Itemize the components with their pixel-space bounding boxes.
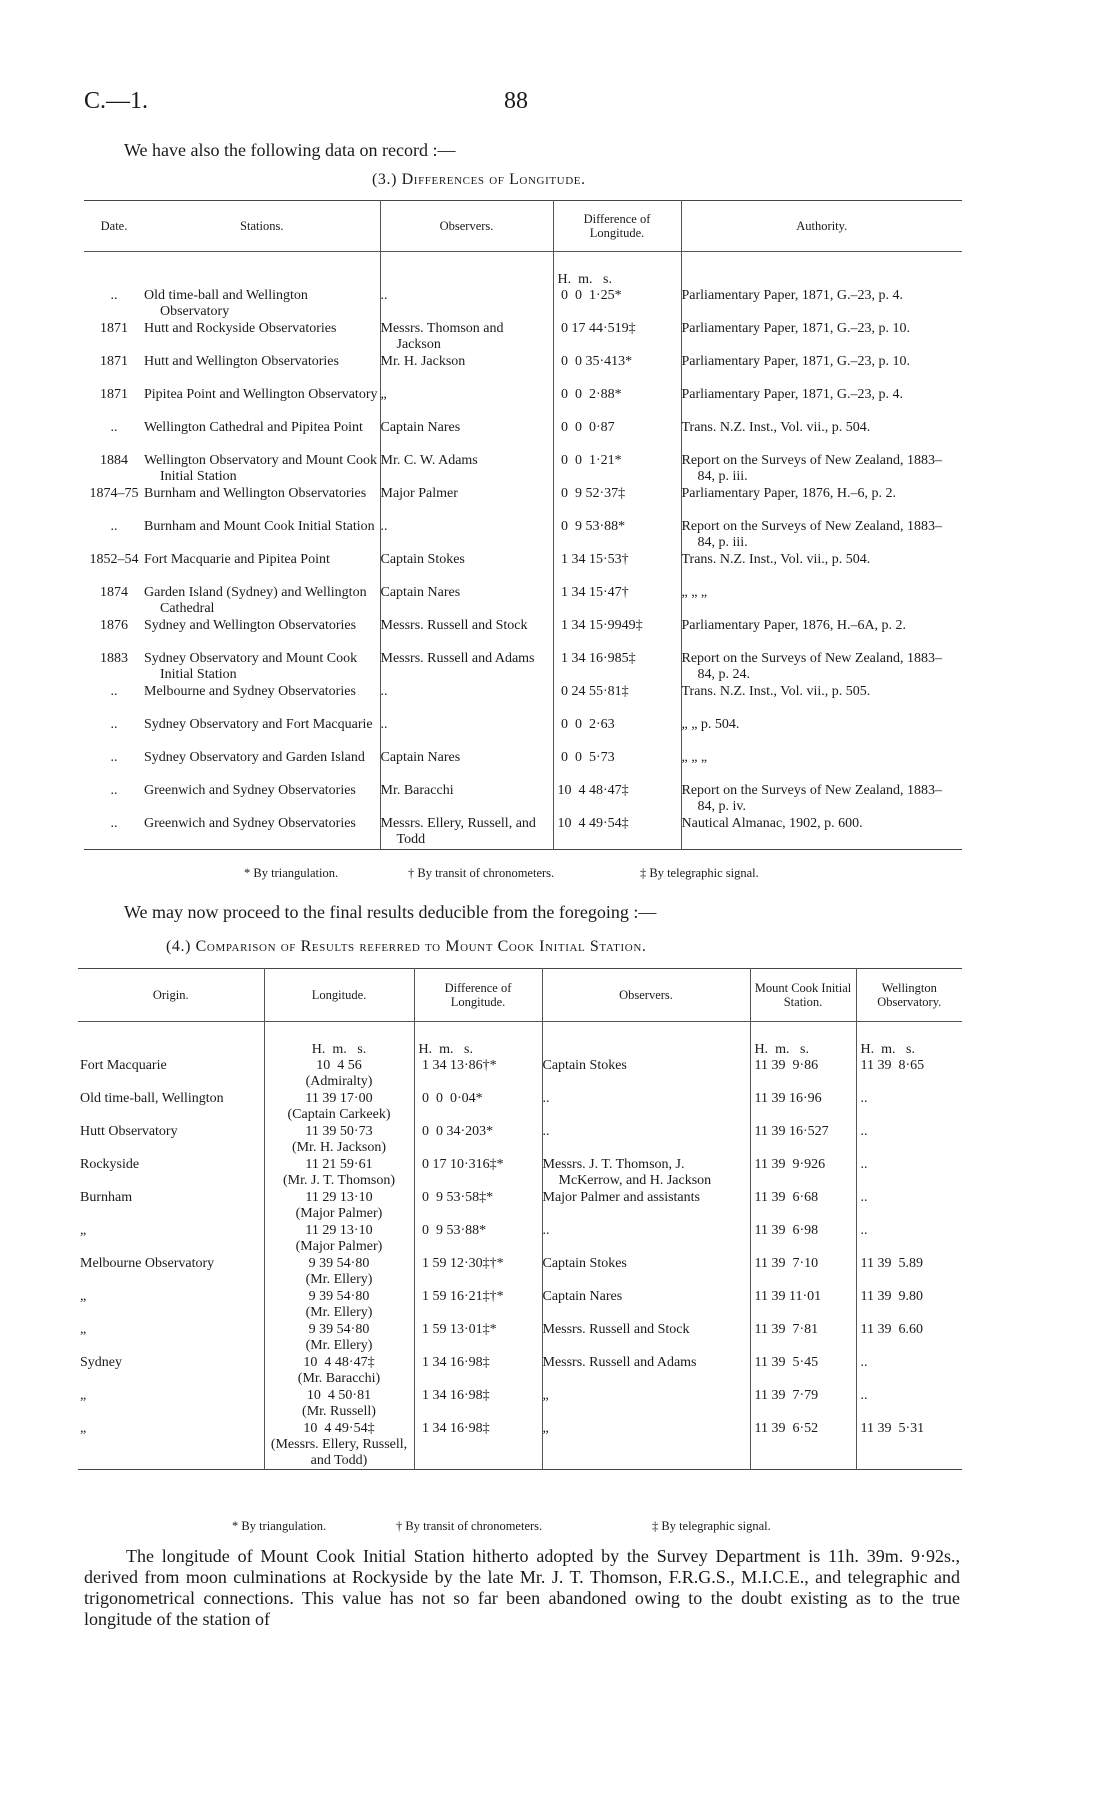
longitude-source: (Major Palmer) [295, 1239, 383, 1254]
longitude-cell [264, 1058, 414, 1091]
table-row [84, 387, 962, 420]
observers-cell: Messrs. Thomson and Jackson [380, 321, 553, 354]
stations-cell: Burnham and Mount Cook Initial Station [144, 519, 375, 534]
date-cell: 1876 [100, 618, 128, 633]
difference-cell: 0 0 1·25* [553, 288, 681, 321]
observers-cell: „ [542, 1388, 750, 1421]
observers-cell: Messrs. Russell and Adams [542, 1355, 750, 1388]
table-row [84, 750, 962, 783]
mount-cook-cell: 11 39 6·68 [750, 1190, 856, 1223]
longitude-source: (Mr. Russell) [302, 1404, 376, 1419]
table-row [84, 618, 962, 651]
origin-cell [78, 1190, 264, 1223]
wellington-cell: .. [856, 1223, 962, 1256]
observers-cell: Captain Nares [380, 420, 553, 453]
date-cell: 1871 [100, 387, 128, 402]
origin-cell [78, 1322, 264, 1355]
wellington-cell: .. [856, 1355, 962, 1388]
origin-label: „ [80, 1388, 87, 1403]
origin-label: Sydney [80, 1355, 122, 1370]
difference-cell: 1 59 12·30‡†* [414, 1256, 542, 1289]
units-label: H. m. s. [264, 1022, 414, 1059]
wellington-cell: 11 39 6.60 [856, 1322, 962, 1355]
difference-cell: 1 34 15·47† [553, 585, 681, 618]
longitude-cell [264, 1355, 414, 1388]
stations-cell: Hutt and Wellington Observatories [144, 354, 339, 369]
longitude-value: 11 39 17·00 [305, 1091, 373, 1106]
origin-cell [78, 1388, 264, 1421]
table-row [84, 420, 962, 453]
table-row [84, 453, 962, 486]
longitude-value: 10 4 56 [316, 1058, 362, 1073]
stations-cell: Sydney Observatory and Fort Macquarie [144, 717, 373, 732]
observers-cell: Messrs. J. T. Thomson, J. McKerrow, and H. Jackson [542, 1157, 750, 1190]
origin-label: „ [80, 1421, 87, 1436]
longitude-cell [264, 1091, 414, 1124]
authority-cell: Parliamentary Paper, 1876, H.–6A, p. 2. [681, 618, 962, 651]
longitude-value: 9 39 54·80 [308, 1322, 370, 1337]
proceed-text: We may now proceed to the final results deducible from the foregoing :— [124, 902, 657, 922]
col-observers: Observers. [542, 969, 750, 1022]
stations-cell: Burnham and Wellington Observatories [144, 486, 367, 501]
date-cell: .. [110, 684, 118, 699]
date-cell: .. [110, 750, 118, 765]
observers-cell: Mr. H. Jackson [380, 354, 553, 387]
origin-label: Melbourne Observatory [80, 1256, 215, 1271]
difference-cell: 0 9 52·37‡ [553, 486, 681, 519]
observers-cell: .. [380, 519, 553, 552]
longitude-cell [264, 1223, 414, 1256]
col-stations: Stations. [144, 201, 380, 252]
observers-cell: .. [380, 717, 553, 750]
origin-cell [78, 1124, 264, 1157]
difference-cell: 1 34 15·9949‡ [553, 618, 681, 651]
difference-cell: 1 59 16·21‡†* [414, 1289, 542, 1322]
longitude-source: (Mr. J. T. Thomson) [282, 1173, 395, 1188]
observers-cell: Captain Stokes [542, 1058, 750, 1091]
table-row [84, 288, 962, 321]
table-row [84, 552, 962, 585]
wellington-cell: 11 39 9.80 [856, 1289, 962, 1322]
longitude-source: (Mr. Baracchi) [297, 1371, 381, 1386]
mount-cook-cell: 11 39 5·45 [750, 1355, 856, 1388]
table-row [78, 1388, 962, 1421]
col-date: Date. [84, 201, 144, 252]
longitude-value: 10 4 49·54‡ [303, 1421, 375, 1436]
observers-cell: Messrs. Russell and Stock [380, 618, 553, 651]
mount-cook-cell: 11 39 7·79 [750, 1388, 856, 1421]
origin-cell [78, 1289, 264, 1322]
observers-cell: .. [542, 1124, 750, 1157]
units-label: H. m. s. [414, 1022, 542, 1059]
origin-label: Rockyside [80, 1157, 140, 1172]
closing-paragraph: The longitude of Mount Cook Initial Station hitherto adopted by the Survey Department is 11h. 39m. 9·92s., derived from moon culminations at Rockyside by the late Mr. J. T. Thomson, F.R.G.S., M.I.C.E., and telegraphic and trigonometrical connections. This value has not so far been abandoned owing to the doubt existing as to the true longitude of the station of [84, 1546, 960, 1629]
stations-cell: Sydney Observatory and Garden Island [144, 750, 365, 765]
observers-cell: Mr. C. W. Adams [380, 453, 553, 486]
col-observers: Observers. [380, 201, 553, 252]
wellington-cell: .. [856, 1091, 962, 1124]
origin-cell [78, 1157, 264, 1190]
origin-label: „ [80, 1223, 87, 1238]
difference-cell: 1 59 13·01‡* [414, 1322, 542, 1355]
stations-cell: Hutt and Rockyside Observatories [144, 321, 337, 336]
table-row [78, 1124, 962, 1157]
stations-cell: Sydney Observatory and Mount Cook Initial Station [144, 651, 358, 682]
mount-cook-cell: 11 39 16·96 [750, 1091, 856, 1124]
table-row [78, 1190, 962, 1223]
table-row [78, 1421, 962, 1470]
authority-cell: Nautical Almanac, 1902, p. 600. [681, 816, 962, 850]
observers-cell: Mr. Baracchi [380, 783, 553, 816]
difference-cell: 0 0 35·413* [553, 354, 681, 387]
difference-cell: 0 9 53·58‡* [414, 1190, 542, 1223]
longitude-source: (Messrs. Ellery, Russell, and Todd) [270, 1437, 408, 1468]
observers-cell: Messrs. Ellery, Russell, and Todd [380, 816, 553, 850]
origin-cell [78, 1355, 264, 1388]
col-difference: Difference of Longitude. [414, 969, 542, 1022]
date-cell: .. [110, 288, 118, 303]
difference-cell: 0 9 53·88* [553, 519, 681, 552]
longitude-value: 10 4 48·47‡ [303, 1355, 375, 1370]
longitude-source: (Major Palmer) [295, 1206, 383, 1221]
origin-cell [78, 1223, 264, 1256]
longitude-value: 9 39 54·80 [308, 1256, 370, 1271]
table-row [84, 816, 962, 850]
footnote-triangulation: * By triangulation. [244, 866, 339, 880]
date-cell: 1874 [100, 585, 128, 600]
origin-label: Fort Macquarie [80, 1058, 167, 1073]
footnote-telegraphic: ‡ By telegraphic signal. [640, 866, 759, 880]
date-cell: .. [110, 816, 118, 831]
origin-label: Old time-ball, Wellington [80, 1091, 224, 1106]
longitude-cell [264, 1256, 414, 1289]
longitude-value: 11 21 59·61 [305, 1157, 373, 1172]
longitude-cell [264, 1388, 414, 1421]
origin-cell [78, 1091, 264, 1124]
longitude-cell [264, 1124, 414, 1157]
longitude-source: (Mr. Ellery) [305, 1272, 373, 1287]
wellington-cell: 11 39 5.89 [856, 1256, 962, 1289]
units-label: H. m. s. [750, 1022, 856, 1059]
difference-cell: 0 0 1·21* [553, 453, 681, 486]
table-row [84, 321, 962, 354]
table-row [84, 354, 962, 387]
longitude-cell [264, 1322, 414, 1355]
date-cell: 1852–54 [89, 552, 139, 567]
mount-cook-cell: 11 39 7·10 [750, 1256, 856, 1289]
authority-cell: Parliamentary Paper, 1871, G.–23, p. 4. [681, 288, 962, 321]
units-label: H. m. s. [553, 252, 681, 289]
date-cell: 1883 [100, 651, 128, 666]
mount-cook-cell: 11 39 6·98 [750, 1223, 856, 1256]
observers-cell: .. [380, 684, 553, 717]
wellington-cell: .. [856, 1388, 962, 1421]
observers-cell: „ [380, 387, 553, 420]
longitude-value: 11 29 13·10 [305, 1223, 373, 1238]
difference-cell: 0 0 34·203* [414, 1124, 542, 1157]
date-cell: 1884 [100, 453, 128, 468]
observers-cell: Captain Stokes [380, 552, 553, 585]
footnote-telegraphic: ‡ By telegraphic signal. [652, 1519, 771, 1533]
stations-cell: Garden Island (Sydney) and Wellington Cathedral [144, 585, 367, 616]
stations-cell: Fort Macquarie and Pipitea Point [144, 552, 330, 567]
difference-cell: 1 34 13·86†* [414, 1058, 542, 1091]
table-row [78, 1289, 962, 1322]
mount-cook-cell: 11 39 9·86 [750, 1058, 856, 1091]
difference-cell: 1 34 16·98‡ [414, 1388, 542, 1421]
table-row [78, 1223, 962, 1256]
section-code: C.—1. [84, 88, 149, 114]
origin-label: Burnham [80, 1190, 133, 1205]
difference-cell: 0 0 0·87 [553, 420, 681, 453]
col-longitude: Longitude. [264, 969, 414, 1022]
longitude-value: 11 29 13·10 [305, 1190, 373, 1205]
observers-cell: Captain Nares [542, 1289, 750, 1322]
stations-cell: Sydney and Wellington Observatories [144, 618, 357, 633]
date-cell: .. [110, 717, 118, 732]
stations-cell: Melbourne and Sydney Observatories [144, 684, 356, 699]
difference-cell: 1 34 16·985‡ [553, 651, 681, 684]
table-row [84, 585, 962, 618]
wellington-cell: .. [856, 1124, 962, 1157]
longitude-value: 11 39 50·73 [305, 1124, 373, 1139]
authority-cell: Parliamentary Paper, 1871, G.–23, p. 10. [681, 354, 962, 387]
difference-cell: 1 34 16·98‡ [414, 1355, 542, 1388]
wellington-cell: 11 39 5·31 [856, 1421, 962, 1470]
longitude-source: (Mr. Ellery) [305, 1338, 373, 1353]
table-row [84, 651, 962, 684]
difference-cell: 0 9 53·88* [414, 1223, 542, 1256]
difference-cell: 0 0 0·04* [414, 1091, 542, 1124]
longitude-cell [264, 1157, 414, 1190]
table-row [84, 717, 962, 750]
units-label: H. m. s. [856, 1022, 962, 1059]
authority-cell: Trans. N.Z. Inst., Vol. vii., p. 504. [681, 420, 962, 453]
observers-cell: Messrs. Russell and Adams [380, 651, 553, 684]
longitude-source: (Captain Carkeek) [287, 1107, 391, 1122]
authority-cell: Trans. N.Z. Inst., Vol. vii., p. 505. [681, 684, 962, 717]
observers-cell: Major Palmer and assistants [542, 1190, 750, 1223]
origin-label: Hutt Observatory [80, 1124, 178, 1139]
longitude-value: 10 4 50·81 [306, 1388, 372, 1403]
authority-cell: „ „ p. 504. [681, 717, 962, 750]
mount-cook-cell: 11 39 6·52 [750, 1421, 856, 1470]
origin-label: „ [80, 1289, 87, 1304]
difference-cell: 0 0 2·63 [553, 717, 681, 750]
difference-cell: 0 17 44·519‡ [553, 321, 681, 354]
longitude-cell [264, 1190, 414, 1223]
footnote-chronometers: † By transit of chronometers. [396, 1519, 543, 1533]
col-mount-cook: Mount Cook Initial Station. [750, 969, 856, 1022]
observers-cell: .. [380, 288, 553, 321]
origin-label: „ [80, 1322, 87, 1337]
table-row [78, 1091, 962, 1124]
observers-cell: Captain Stokes [542, 1256, 750, 1289]
stations-cell: Pipitea Point and Wellington Observatory [144, 387, 378, 402]
authority-cell: „ „ „ [681, 585, 962, 618]
table-row [78, 1322, 962, 1355]
wellington-cell: .. [856, 1190, 962, 1223]
observers-cell: Captain Nares [380, 585, 553, 618]
longitude-value: 9 39 54·80 [308, 1289, 370, 1304]
longitude-cell [264, 1289, 414, 1322]
mount-cook-cell: 11 39 9·926 [750, 1157, 856, 1190]
stations-cell: Greenwich and Sydney Observatories [144, 816, 356, 831]
table-row [78, 1157, 962, 1190]
difference-cell: 1 34 15·53† [553, 552, 681, 585]
authority-cell: Parliamentary Paper, 1871, G.–23, p. 4. [681, 387, 962, 420]
date-cell: .. [110, 519, 118, 534]
wellington-cell: 11 39 8·65 [856, 1058, 962, 1091]
comparison-of-results-table [78, 968, 962, 1476]
stations-cell: Greenwich and Sydney Observatories [144, 783, 356, 798]
stations-cell: Old time-ball and Wellington Observatory [144, 288, 308, 319]
col-authority: Authority. [681, 201, 962, 252]
col-wellington: Wellington Observatory. [856, 969, 962, 1022]
intro-text: We have also the following data on record :— [124, 140, 456, 160]
stations-cell: Wellington Cathedral and Pipitea Point [144, 420, 363, 435]
observers-cell: Major Palmer [380, 486, 553, 519]
footnote-chronometers: † By transit of chronometers. [408, 866, 555, 880]
authority-cell: Report on the Surveys of New Zealand, 1883–84, p. iv. [681, 783, 962, 816]
authority-cell: Report on the Surveys of New Zealand, 1883–84, p. iii. [681, 453, 962, 486]
authority-cell: Report on the Surveys of New Zealand, 1883–84, p. iii. [681, 519, 962, 552]
table-row [84, 783, 962, 816]
longitude-cell [264, 1421, 414, 1470]
longitude-source: (Admiralty) [305, 1074, 373, 1089]
difference-cell: 10 4 48·47‡ [553, 783, 681, 816]
date-cell: .. [110, 420, 118, 435]
table-row [84, 486, 962, 519]
table-row [78, 1256, 962, 1289]
difference-cell: 1 34 16·98‡ [414, 1421, 542, 1470]
date-cell: 1874–75 [89, 486, 139, 501]
authority-cell: Parliamentary Paper, 1871, G.–23, p. 10. [681, 321, 962, 354]
difference-cell: 0 24 55·81‡ [553, 684, 681, 717]
authority-cell: Report on the Surveys of New Zealand, 1883–84, p. 24. [681, 651, 962, 684]
stations-cell: Wellington Observatory and Mount Cook Initial Station [144, 453, 377, 484]
table-row [84, 519, 962, 552]
table-row [78, 1355, 962, 1388]
table3-caption: (3.) Differences of Longitude. [372, 171, 586, 188]
col-difference: Difference of Longitude. [553, 201, 681, 252]
footnote-triangulation: * By triangulation. [232, 1519, 327, 1533]
mount-cook-cell: 11 39 16·527 [750, 1124, 856, 1157]
wellington-cell: .. [856, 1157, 962, 1190]
difference-cell: 0 0 5·73 [553, 750, 681, 783]
difference-cell: 0 0 2·88* [553, 387, 681, 420]
authority-cell: Trans. N.Z. Inst., Vol. vii., p. 504. [681, 552, 962, 585]
origin-cell [78, 1058, 264, 1091]
mount-cook-cell: 11 39 11·01 [750, 1289, 856, 1322]
differences-of-longitude-table [84, 200, 962, 856]
observers-cell: .. [542, 1223, 750, 1256]
authority-cell: Parliamentary Paper, 1876, H.–6, p. 2. [681, 486, 962, 519]
longitude-source: (Mr. Ellery) [305, 1305, 373, 1320]
difference-cell: 0 17 10·316‡* [414, 1157, 542, 1190]
observers-cell: Messrs. Russell and Stock [542, 1322, 750, 1355]
date-cell: 1871 [100, 354, 128, 369]
longitude-source: (Mr. H. Jackson) [291, 1140, 387, 1155]
origin-cell [78, 1256, 264, 1289]
observers-cell: Captain Nares [380, 750, 553, 783]
table-row [78, 1058, 962, 1091]
authority-cell: „ „ „ [681, 750, 962, 783]
table-row [84, 684, 962, 717]
difference-cell: 10 4 49·54‡ [553, 816, 681, 850]
page-number: 88 [504, 88, 528, 114]
observers-cell: „ [542, 1421, 750, 1470]
observers-cell: .. [542, 1091, 750, 1124]
table4-caption: (4.) Comparison of Results referred to Mount Cook Initial Station. [166, 938, 647, 955]
date-cell: 1871 [100, 321, 128, 336]
mount-cook-cell: 11 39 7·81 [750, 1322, 856, 1355]
origin-cell [78, 1421, 264, 1470]
date-cell: .. [110, 783, 118, 798]
col-origin: Origin. [78, 969, 264, 1022]
